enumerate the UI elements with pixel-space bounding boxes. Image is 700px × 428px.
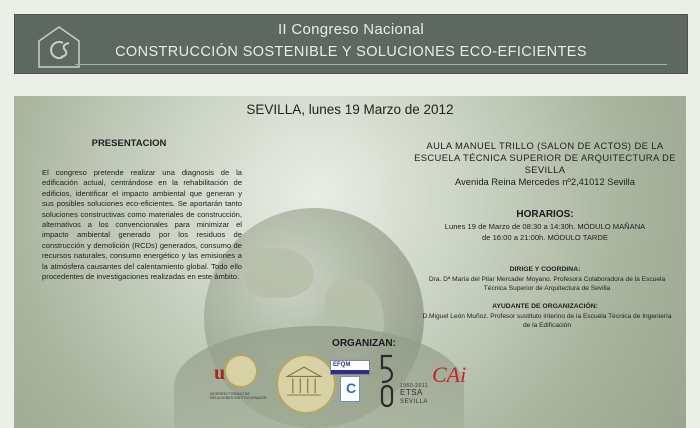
building-columns-icon (278, 356, 330, 408)
venue-line-3: SEVILLA (524, 164, 566, 175)
efqm-bar (331, 370, 369, 374)
efqm-logo[interactable] (330, 360, 370, 375)
congress-title: II Congreso Nacional (277, 21, 425, 38)
presentation-text: El congreso pretende realizar una diagnosis de la edificación actual, centrándose en la rehabilitación de edificios, identificar el impacto ambiental que generan y sus posibles soluciones eco-eficientes. Se aportarán tanto soluciones constructivas como materiales de construcción, alternativos a los convencionales para minimizar el impacto ambiental generado por los residuos de construcción y demolición (RCDs) generados, consumo de recursos naturales, consumo energético y las emisiones a la atmósfera causantes del calentamiento global. Todo ello procedentes de investigaciones realizadas en este ámbito. (42, 168, 242, 282)
etsa-50-logo[interactable] (378, 354, 438, 412)
assistant-heading: AYUDANTE DE ORGANIZACIÓN: (492, 303, 598, 310)
schedule-morning: Lunes 19 de Marzo de 08:30 a 14:30h. MÓDULO MAÑANA (444, 222, 646, 231)
etsa-50-mark-icon (378, 354, 398, 412)
schedule-block (414, 221, 676, 243)
etsa-city: SEVILLA (400, 399, 428, 405)
header-banner (14, 14, 688, 74)
direction-heading: DIRIGE Y COORDINA: (509, 266, 581, 273)
efqm-label: EFQM (333, 362, 351, 368)
venue-address: Avenida Reina Mercedes nº2,41012 Sevilla (455, 176, 635, 187)
us-logo-caption: VICERRECTORADO DE RELACIONES INSTITUCIONALES (210, 392, 267, 400)
organizers-heading: ORGANIZAN: (332, 338, 396, 349)
us-university-logo[interactable] (210, 354, 270, 402)
c-logo-letter: C (346, 380, 357, 396)
congress-subtitle: CONSTRUCCIÓN SOSTENIBLE Y SOLUCIONES ECO-EFICIENTES (115, 44, 587, 60)
etsa-years: 1960-2011 (400, 383, 429, 389)
schedule-heading: HORARIOS: (516, 209, 574, 220)
direction-text: Dra. Dª María del Pilar Mercader Moyano. Profesora Colaboradora de la Escuela Técnica Superior de Arquitectura de Sevilla (428, 276, 666, 292)
main-panel (14, 96, 686, 428)
venue-line-2: ESCUELA TÉCNICA SUPERIOR DE ARQUITECTURA DE (414, 152, 676, 163)
school-seal-logo[interactable] (276, 354, 336, 414)
event-date: SEVILLA, lunes 19 Marzo de 2012 (246, 102, 454, 117)
c-logo[interactable] (340, 376, 360, 402)
presentation-heading: PRESENTACION (91, 138, 167, 149)
schedule-afternoon: de 16:00 a 21:00h. MÓDULO TARDE (482, 233, 608, 242)
etsa-name: ETSA (400, 388, 423, 397)
venue-block (414, 140, 676, 188)
us-logo-u-icon: u (214, 362, 226, 384)
header-divider (75, 64, 667, 65)
assistant-text: D.Miguel León Muñoz. Profesor sustituto interino de la Escuela Técnica de Ingeniería de la Edificación (422, 313, 672, 329)
cai-logo[interactable]: CAi (432, 362, 467, 387)
venue-line-1: AULA MANUEL TRILLO (SALON DE ACTOS) DE LA (426, 140, 664, 151)
